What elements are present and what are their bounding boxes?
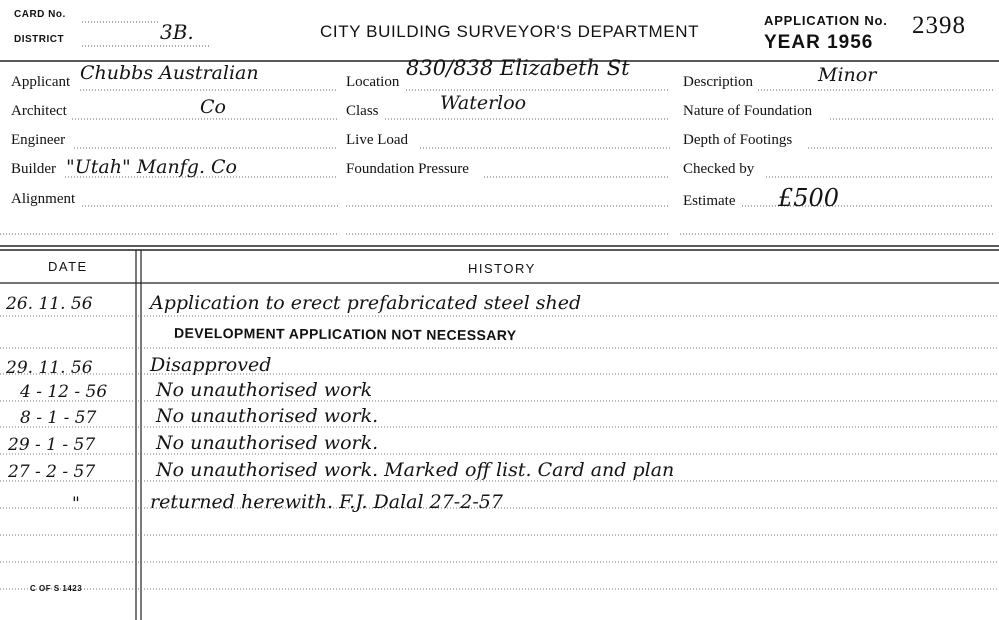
history-text: returned herewith. F.J. Dalal 27-2-57 xyxy=(150,491,503,513)
history-date: 29 - 1 - 57 xyxy=(8,435,96,455)
department-title: CITY BUILDING SURVEYOR'S DEPARTMENT xyxy=(320,22,700,41)
card-no-label: CARD No. xyxy=(14,9,66,20)
history-date: 27 - 2 - 57 xyxy=(8,462,96,482)
description-value: Minor xyxy=(818,64,877,86)
history-text: No unauthorised work. xyxy=(156,405,379,427)
history-text: Application to erect prefabricated steel shed xyxy=(150,292,582,314)
checked-by-label: Checked by xyxy=(683,161,755,177)
live-load-label: Live Load xyxy=(346,132,409,148)
history-date: 26. 11. 56 xyxy=(6,294,93,314)
history-text: Disapproved xyxy=(150,354,272,376)
district-label: DISTRICT xyxy=(14,34,65,45)
history-text: No unauthorised work. Marked off list. Card and plan xyxy=(156,459,675,481)
history-date: " xyxy=(72,494,80,514)
year-label: YEAR 1956 xyxy=(764,32,874,53)
builder-label: Builder xyxy=(11,161,56,177)
district-value: 3B. xyxy=(160,20,194,44)
history-date: 29. 11. 56 xyxy=(6,358,93,378)
depth-of-footings-label: Depth of Footings xyxy=(683,132,793,148)
applicant-label: Applicant xyxy=(11,74,71,90)
builder-value: "Utah" Manfg. Co xyxy=(66,156,237,178)
application-no-value: 2398 xyxy=(912,12,966,39)
class-label: Class xyxy=(346,103,379,119)
location-value: 830/838 Elizabeth St xyxy=(406,56,630,80)
applicant-value: Chubbs Australian xyxy=(80,62,259,84)
development-stamp: DEVELOPMENT APPLICATION NOT NECESSARY xyxy=(173,324,517,344)
alignment-label: Alignment xyxy=(11,191,76,207)
form-code: C OF S 1423 xyxy=(30,584,83,593)
history-column-header: HISTORY xyxy=(468,261,536,276)
architect-label: Architect xyxy=(11,103,67,119)
foundation-pressure-label: Foundation Pressure xyxy=(346,161,469,177)
architect-value: Co xyxy=(200,96,226,118)
application-no-label: APPLICATION No. xyxy=(764,13,888,28)
class-value: Waterloo xyxy=(440,92,527,114)
history-date: 8 - 1 - 57 xyxy=(20,408,97,428)
date-column-header: DATE xyxy=(48,259,88,274)
location-label: Location xyxy=(346,74,400,90)
history-text: No unauthorised work xyxy=(156,379,373,401)
history-text: No unauthorised work. xyxy=(156,432,379,454)
engineer-label: Engineer xyxy=(11,132,66,148)
nature-of-foundation-label: Nature of Foundation xyxy=(683,103,813,119)
estimate-label: Estimate xyxy=(683,193,736,209)
estimate-value: £500 xyxy=(778,184,840,212)
history-date: 4 - 12 - 56 xyxy=(20,382,108,402)
description-label: Description xyxy=(683,74,753,90)
